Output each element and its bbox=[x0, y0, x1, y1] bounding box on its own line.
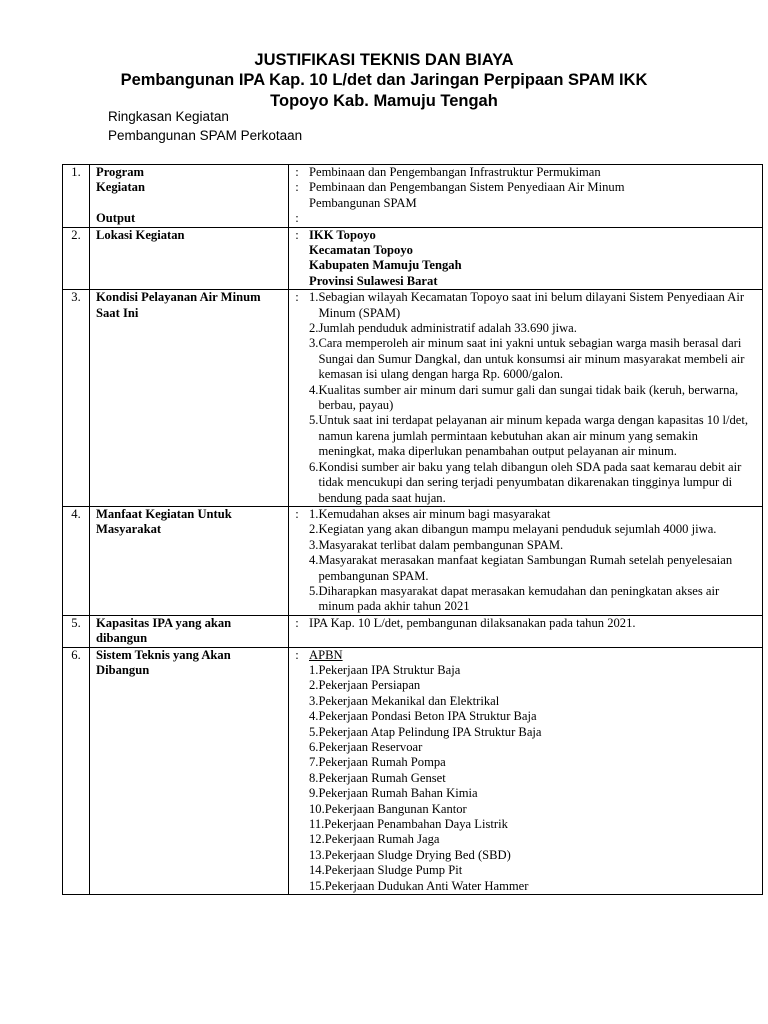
list-item: 2. Jumlah penduduk administratif adalah 33.690 jiwa. bbox=[309, 321, 577, 336]
table-row-kapasitas bbox=[63, 615, 763, 647]
list-item: 4. Masyarakat merasakan manfaat kegiatan Sambungan Rumah setelah penyelesaian pembangunan SPAM. bbox=[309, 553, 733, 583]
row-content: IPA Kap. 10 L/det, pembangunan dilaksanakan pada tahun 2021. bbox=[301, 615, 763, 647]
table-row-program bbox=[63, 165, 763, 228]
list-item: 9. Pekerjaan Rumah Bahan Kimia bbox=[309, 786, 478, 801]
colon-column: : : : bbox=[289, 165, 302, 228]
list-item: 4. Pekerjaan Pondasi Beton IPA Struktur Baja bbox=[309, 709, 537, 724]
list-item: 12. Pekerjaan Rumah Jaga bbox=[309, 832, 440, 847]
kegiatan-value: Pembinaan dan Pengembangan Sistem Penyediaan Air Minum bbox=[309, 180, 625, 195]
document-title: JUSTIFIKASI TEKNIS DAN BIAYA bbox=[254, 51, 514, 69]
row-content bbox=[301, 290, 763, 507]
kegiatan-value-2: Pembangunan SPAM bbox=[309, 195, 417, 210]
program-label: Program bbox=[96, 165, 145, 179]
list-item: 6. Pekerjaan Reservoar bbox=[309, 740, 423, 755]
row-number: 3. bbox=[63, 290, 90, 507]
row-content bbox=[301, 227, 763, 290]
list-item: 2. Kegiatan yang akan dibangun mampu melayani penduduk sejumlah 4000 jiwa. bbox=[309, 522, 717, 537]
row-content bbox=[301, 165, 763, 228]
row-content bbox=[301, 506, 763, 615]
program-type-heading: Pembangunan SPAM Perkotaan bbox=[108, 128, 303, 143]
row-content bbox=[301, 647, 763, 895]
row-number: 4. bbox=[63, 506, 90, 615]
row-label: Lokasi Kegiatan bbox=[90, 227, 289, 290]
row-label bbox=[90, 165, 289, 228]
kegiatan-label: Kegiatan bbox=[96, 180, 145, 195]
colon-column: : bbox=[289, 227, 302, 290]
list-item: 1. Pekerjaan IPA Struktur Baja bbox=[309, 662, 461, 677]
table-row-manfaat bbox=[63, 506, 763, 615]
program-value: Pembinaan dan Pengembangan Infrastruktur Permukiman bbox=[309, 165, 601, 179]
output-label: Output bbox=[96, 211, 136, 226]
list-item: 4. Kualitas sumber air minum dari sumur gali dan sungai tidak baik (keruh, berwarna, berbau, payau) bbox=[309, 382, 739, 413]
row-number: 2. bbox=[63, 227, 90, 290]
list-item: 8. Pekerjaan Rumah Genset bbox=[309, 770, 446, 785]
list-item: 5. Pekerjaan Atap Pelindung IPA Struktur Baja bbox=[309, 724, 542, 739]
list-item: 10. Pekerjaan Bangunan Kantor bbox=[309, 801, 467, 816]
funding-source: APBN bbox=[309, 647, 343, 662]
location-line: IKK Topoyo bbox=[309, 227, 376, 242]
list-item: 6. Kondisi sumber air baku yang telah dibangun oleh SDA pada saat kemarau debit air tidak mencukupi dan sering terjadi penyumbatan dikarenakan tingginya lumpur di bendung pada saat hujan. bbox=[309, 459, 742, 505]
row-number: 1. bbox=[63, 165, 90, 228]
list-item: 14. Pekerjaan Sludge Pump Pit bbox=[309, 863, 463, 878]
list-item: 3. Cara memperoleh air minum saat ini yakni untuk sebagian warga masih berasal dari Sungai dan Sumur Dangkal, dan untuk konsumsi air minum masyarakat membeli air kemasan isi ulang dengan harga Rp. 6000/galon. bbox=[309, 336, 745, 382]
colon-column: : bbox=[289, 290, 302, 507]
row-number: 5. bbox=[63, 615, 90, 647]
summary-heading: Ringkasan Kegiatan bbox=[108, 109, 229, 124]
list-item: 11. Pekerjaan Penambahan Daya Listrik bbox=[309, 817, 508, 832]
list-item: 5. Untuk saat ini terdapat pelayanan air minum kepada warga dengan kapasitas 10 l/det, namun karena jumlah permintaan kebutuhan akan air minum yang semakin meningkat, maka diperlukan penambahan output pelayanan air minum. bbox=[309, 413, 749, 459]
list-item: 3. Masyarakat terlibat dalam pembangunan SPAM. bbox=[309, 537, 564, 552]
row-label: Manfaat Kegiatan Untuk Masyarakat bbox=[90, 506, 289, 615]
list-item: 15. Pekerjaan Dudukan Anti Water Hammer bbox=[309, 878, 529, 893]
table-row-kondisi bbox=[63, 290, 763, 507]
row-label: Kondisi Pelayanan Air Minum Saat Ini bbox=[90, 290, 289, 507]
list-item: 5. Diharapkan masyarakat dapat merasakan kemudahan dan peningkatan akses air minum pada akhir tahun 2021 bbox=[309, 583, 720, 614]
location-line: Kecamatan Topoyo bbox=[309, 243, 413, 258]
list-item: 7. Pekerjaan Rumah Pompa bbox=[309, 755, 446, 770]
list-item: 1. Sebagian wilayah Kecamatan Topoyo saat ini belum dilayani Sistem Penyediaan Air Minum (SPAM) bbox=[309, 290, 745, 320]
colon-column: : bbox=[289, 647, 302, 895]
justification-table bbox=[62, 164, 763, 895]
table-row-sistem-teknis bbox=[63, 647, 763, 895]
list-item: 3. Pekerjaan Mekanikal dan Elektrikal bbox=[309, 693, 500, 708]
row-number: 6. bbox=[63, 647, 90, 895]
location-line: Kabupaten Mamuju Tengah bbox=[309, 258, 462, 273]
colon-column: : bbox=[289, 506, 302, 615]
row-label: Sistem Teknis yang Akan Dibangun bbox=[90, 647, 289, 895]
project-title-line-1: Pembangunan IPA Kap. 10 L/det dan Jaringan Perpipaan SPAM IKK bbox=[120, 71, 648, 89]
list-item: 13. Pekerjaan Sludge Drying Bed (SBD) bbox=[309, 847, 511, 862]
row-label: Kapasitas IPA yang akan dibangun bbox=[90, 615, 289, 647]
location-line: Provinsi Sulawesi Barat bbox=[309, 273, 438, 288]
project-title-line-2: Topoyo Kab. Mamuju Tengah bbox=[270, 92, 498, 110]
colon-column: : bbox=[289, 615, 302, 647]
list-item: 2. Pekerjaan Persiapan bbox=[309, 678, 421, 693]
table-row-lokasi bbox=[63, 227, 763, 290]
list-item: 1. Kemudahan akses air minum bagi masyarakat bbox=[309, 506, 551, 521]
